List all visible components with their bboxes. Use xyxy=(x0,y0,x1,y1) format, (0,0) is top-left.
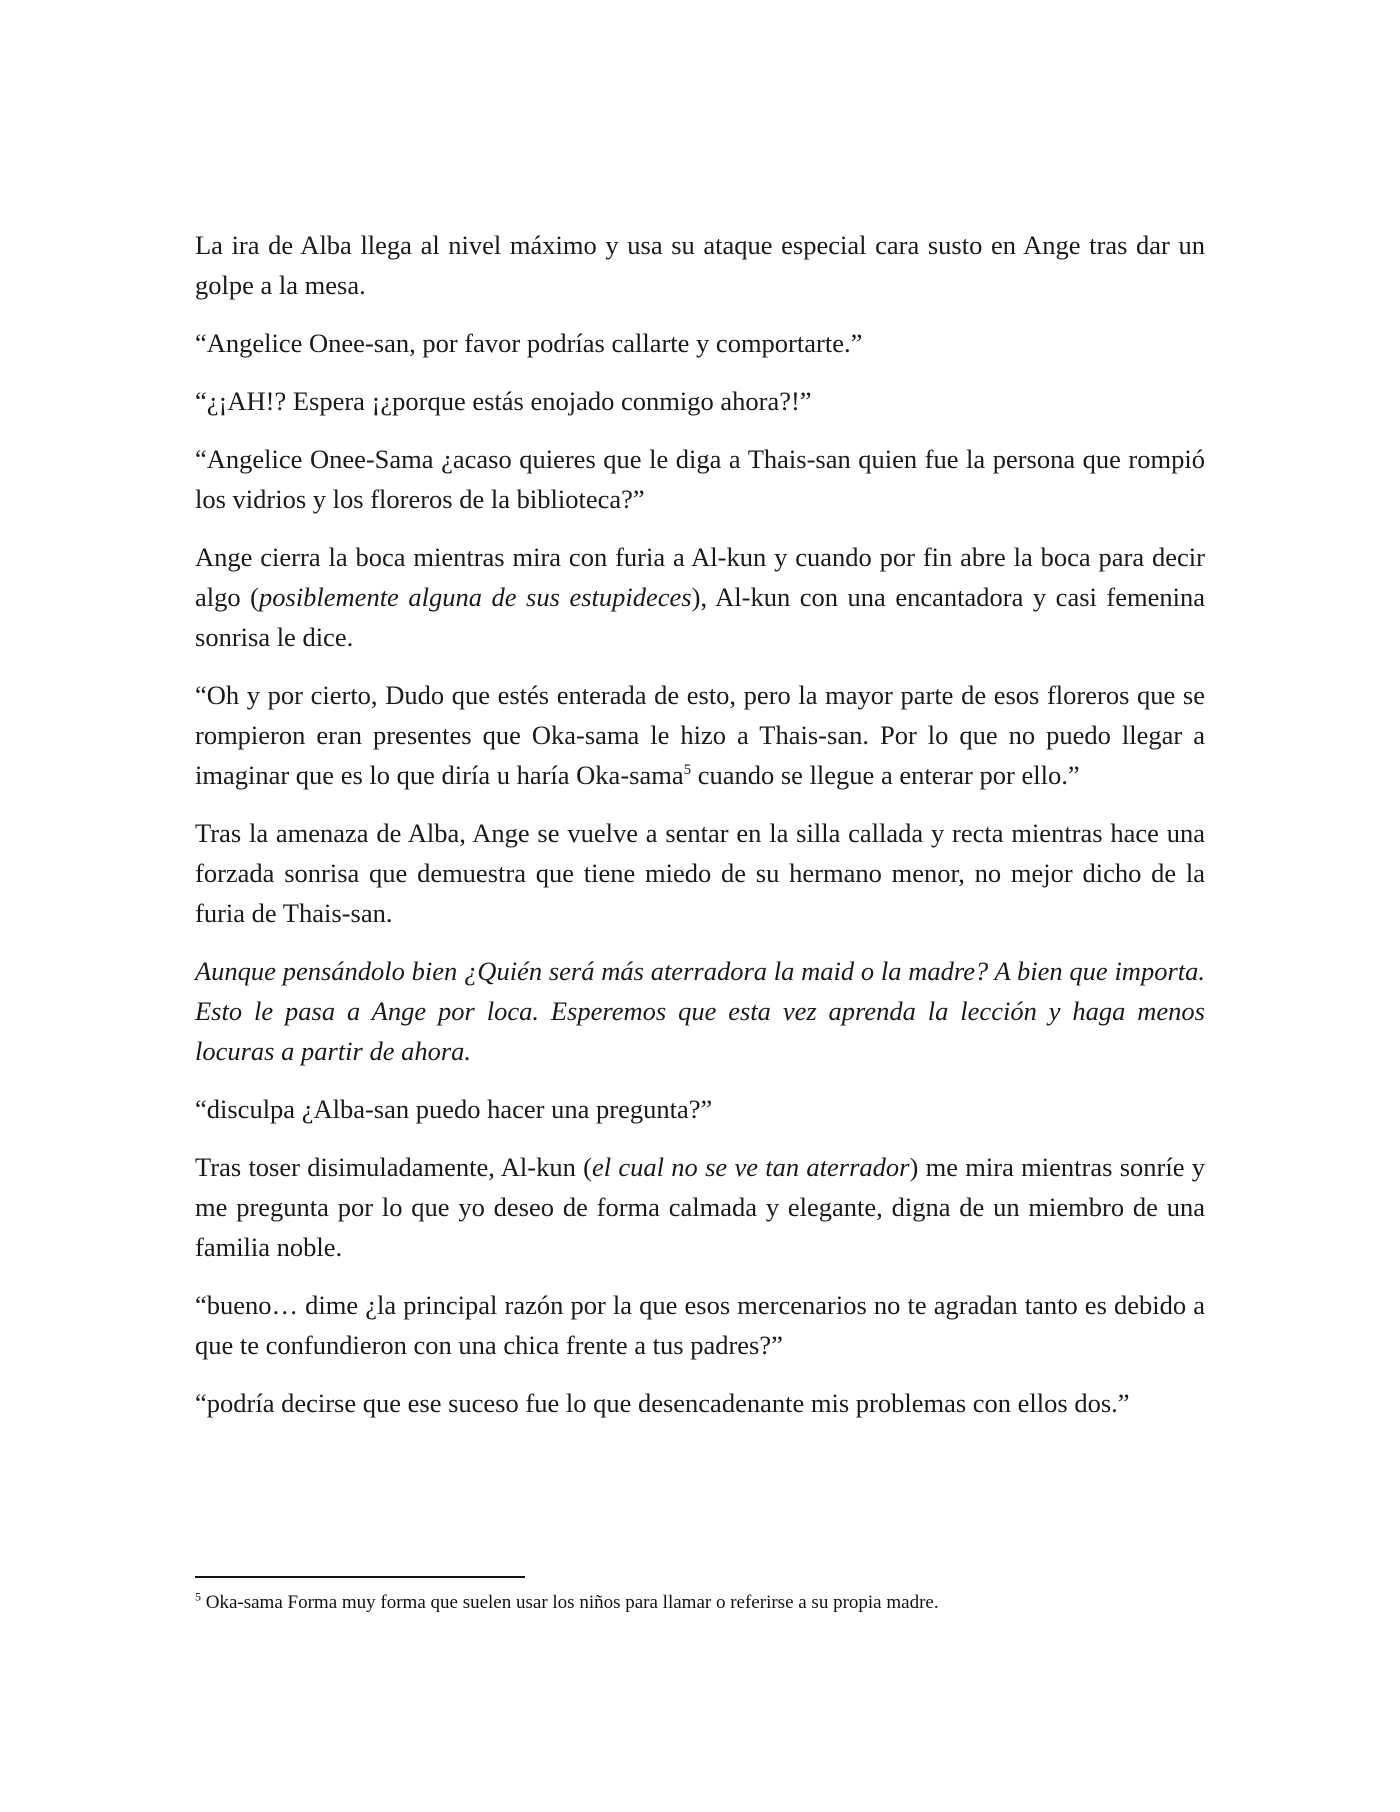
paragraph xyxy=(195,537,1205,657)
paragraph-text: cuando se llegue a enterar por ello.” xyxy=(691,760,1080,790)
footnote-text: Oka-sama Forma muy forma que suelen usar los niños para llamar o referirse a su propia madre. xyxy=(201,1592,939,1613)
footnote xyxy=(195,1590,1205,1616)
dialogue-paragraph: “podría decirse que ese suceso fue lo que desencadenante mis problemas con ellos dos.” xyxy=(195,1388,1130,1418)
dialogue-paragraph: “Angelice Onee-san, por favor podrías callarte y comportarte.” xyxy=(195,328,863,358)
paragraph-text: ) me mira mientras sonríe y me pregunta por lo que yo deseo de forma calmada y elegante, digna de un miembro de una familia noble. xyxy=(195,1152,1205,1262)
dialogue-paragraph: “disculpa ¿Alba-san puedo hacer una pregunta?” xyxy=(195,1094,713,1124)
inner-monologue-paragraph: Aunque pensándolo bien ¿Quién será más aterradora la maid o la madre? A bien que importa. Esto le pasa a Ange por loca. Esperemos que esta vez aprenda la lección y haga menos locuras a partir de ahora. xyxy=(195,956,1205,1066)
footnote-separator xyxy=(195,1576,525,1578)
paragraph-text: Tras toser disimuladamente, Al-kun ( xyxy=(195,1152,592,1182)
dialogue-paragraph: “bueno… dime ¿la principal razón por la que esos mercenarios no te agradan tanto es debido a que te confundieron con una chica frente a tus padres?” xyxy=(195,1290,1205,1360)
dialogue-paragraph: “Angelice Onee-Sama ¿acaso quieres que le diga a Thais-san quien fue la persona que rompió los vidrios y los floreros de la biblioteca?” xyxy=(195,444,1205,514)
italic-aside: posiblemente alguna de sus estupideces xyxy=(259,582,692,612)
paragraph: La ira de Alba llega al nivel máximo y usa su ataque especial cara susto en Ange tras dar un golpe a la mesa. xyxy=(195,230,1205,300)
dialogue-paragraph xyxy=(195,675,1205,795)
paragraph-text: Ange cierra la boca mientras mira con furia a Al-kun y cuando por fin abre la boca para decir algo ( xyxy=(195,542,1205,612)
footnote-number: 5 xyxy=(195,1589,201,1604)
paragraph-text: “Oh y por cierto, Dudo que estés enterada de esto, pero la mayor parte de esos floreros que se rompieron eran presentes que Oka-sama le hizo a Thais-san. Por lo que no puedo llegar a imaginar que es lo que diría u haría Oka-sama xyxy=(195,680,1205,790)
paragraph: Tras la amenaza de Alba, Ange se vuelve a sentar en la silla callada y recta mientras hace una forzada sonrisa que demuestra que tiene miedo de su hermano menor, no mejor dicho de la furia de Thais-san. xyxy=(195,818,1205,928)
footnote-reference[interactable]: 5 xyxy=(683,762,692,779)
paragraph-text: ), Al-kun con una encantadora y casi femenina sonrisa le dice. xyxy=(195,582,1205,652)
dialogue-paragraph: “¿¡AH!? Espera ¡¿porque estás enojado conmigo ahora?!” xyxy=(195,386,812,416)
paragraph xyxy=(195,1147,1205,1267)
document-body xyxy=(195,225,1205,1441)
italic-aside: el cual no se ve tan aterrador xyxy=(591,1152,910,1182)
